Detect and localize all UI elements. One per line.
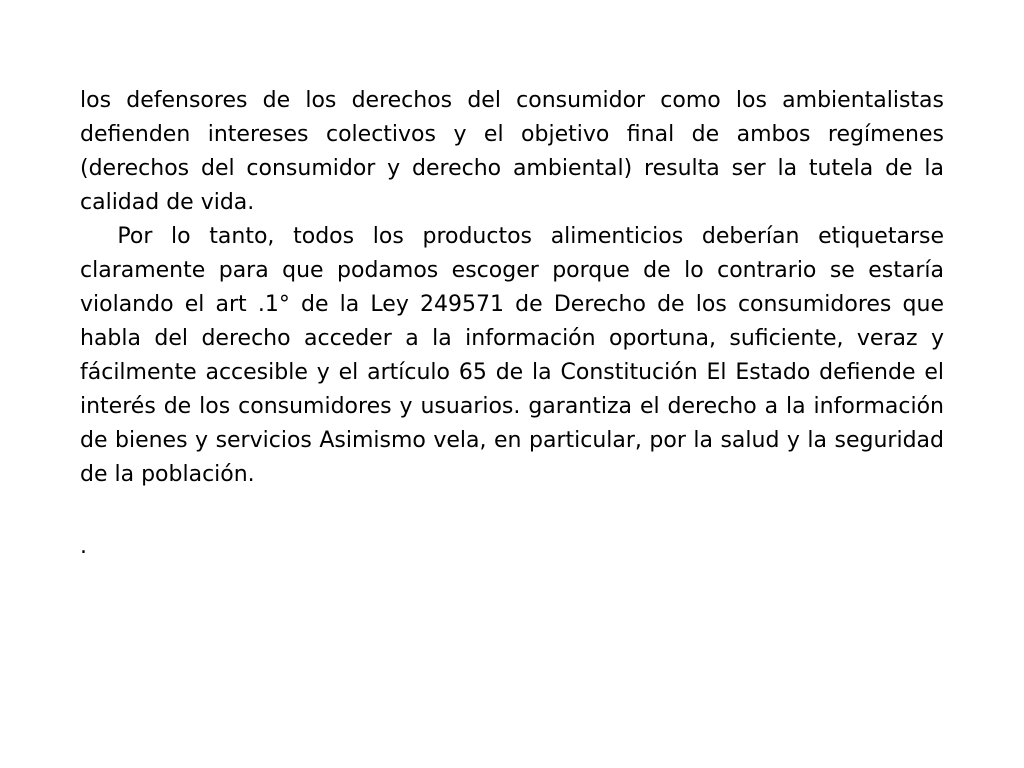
trailing-period: . <box>80 534 87 559</box>
slide-text-body <box>80 84 944 492</box>
paragraph-2 <box>80 220 944 492</box>
paragraph-1: los defensores de los derechos del consumidor como los ambientalistas defienden intereses colectivos y el objetivo final de ambos regímenes (derechos del consumidor y derecho ambiental) resulta ser la tutela de la calidad de vida. <box>80 88 944 215</box>
paragraph-2-text: Por lo tanto, todos los productos alimenticios deberían etiquetarse claramente para que podamos escoger porque de lo contrario se estaría violando el art .1° de la Ley 249571 de Derecho de los consumidores que habla del derecho acceder a la información oportuna, suficiente, veraz y fácilmente accesible y el artículo 65 de la Constitución El Estado defiende el interés de los consumidores y usuarios. garantiza el derecho a la información de bienes y servicios Asimismo vela, en particular, por la salud y la seguridad de la población. <box>80 224 944 487</box>
